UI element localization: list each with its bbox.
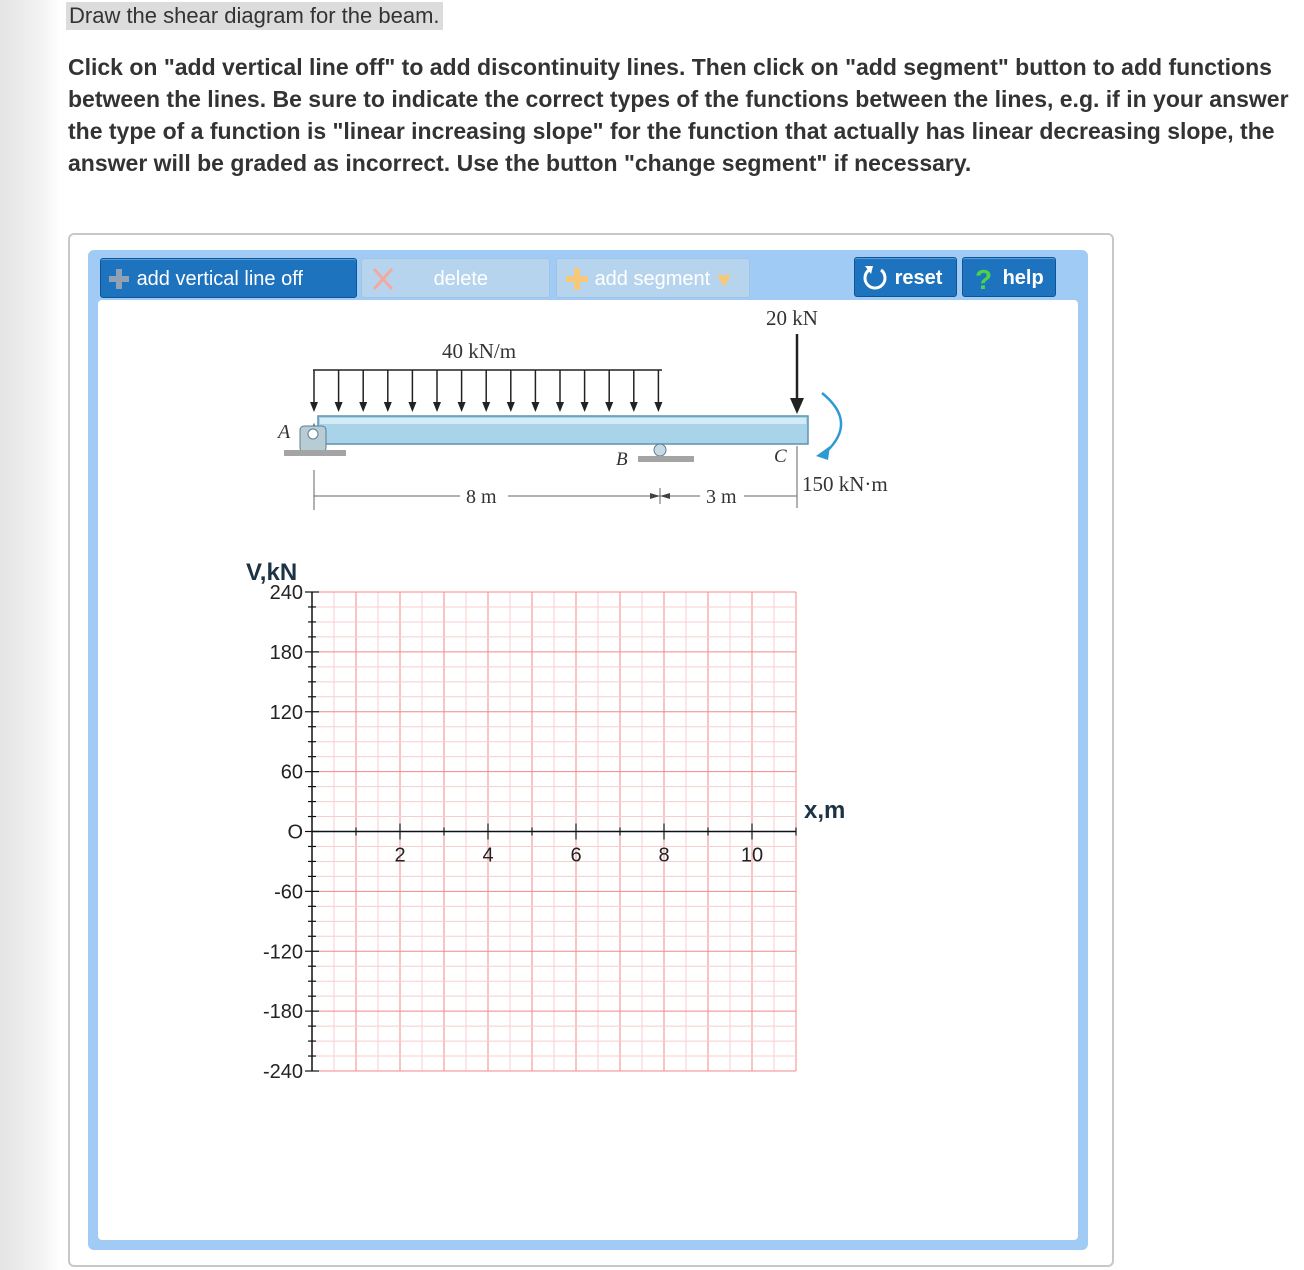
add-vertical-line-label: add vertical line off <box>136 268 303 290</box>
graph-labels <box>263 582 763 1083</box>
point-a-label: A <box>278 421 291 443</box>
point-b-label: B <box>616 449 628 470</box>
help-label: help <box>1002 267 1044 289</box>
question-title: Draw the shear diagram for the beam. <box>66 2 443 30</box>
x-tick-label: 8 <box>658 844 670 867</box>
graph-axes <box>305 592 796 1071</box>
y-tick-label: -120 <box>262 941 303 964</box>
y-tick-label: -180 <box>262 1001 303 1024</box>
moment-label: 150 kN·m <box>802 472 888 496</box>
y-tick-label: O <box>287 821 303 844</box>
y-tick-label: 120 <box>269 701 303 724</box>
y-axis-title: V,kN <box>246 559 298 586</box>
add-segment-label: add segment <box>594 268 711 290</box>
dim-bc-label: 3 m <box>706 486 737 508</box>
reset-label: reset <box>894 267 943 289</box>
x-tick-label: 10 <box>740 844 764 867</box>
distributed-load-label: 40 kN/m <box>442 339 517 363</box>
x-tick-label: 2 <box>394 844 406 867</box>
y-tick-label: -60 <box>274 881 303 904</box>
y-tick-label: 60 <box>280 761 303 784</box>
x-axis-title: x,m <box>804 797 846 824</box>
point-c-label: C <box>774 446 787 467</box>
y-tick-label: -240 <box>262 1061 303 1083</box>
y-tick-label: 180 <box>269 641 303 664</box>
y-tick-label: 240 <box>269 582 303 604</box>
dim-ab-label: 8 m <box>466 486 497 508</box>
question-instructions: Click on "add vertical line off" to add discontinuity lines. Then click on "add segment" button to add functions between the lines. Be sure to indicate the correct types of the functions between the lines, e.g. if in your answer the type of a function is "linear increasing slope" for the function that actually has linear decreasing slope, the answer will be graded as incorrect. Use the button "change segment" if necessary. <box>68 54 1289 176</box>
x-tick-label: 6 <box>570 844 582 867</box>
delete-label: delete <box>433 268 489 290</box>
x-tick-label: 4 <box>482 844 494 867</box>
svg-text:?: ? <box>975 264 993 295</box>
point-load-label: 20 kN <box>766 306 818 330</box>
